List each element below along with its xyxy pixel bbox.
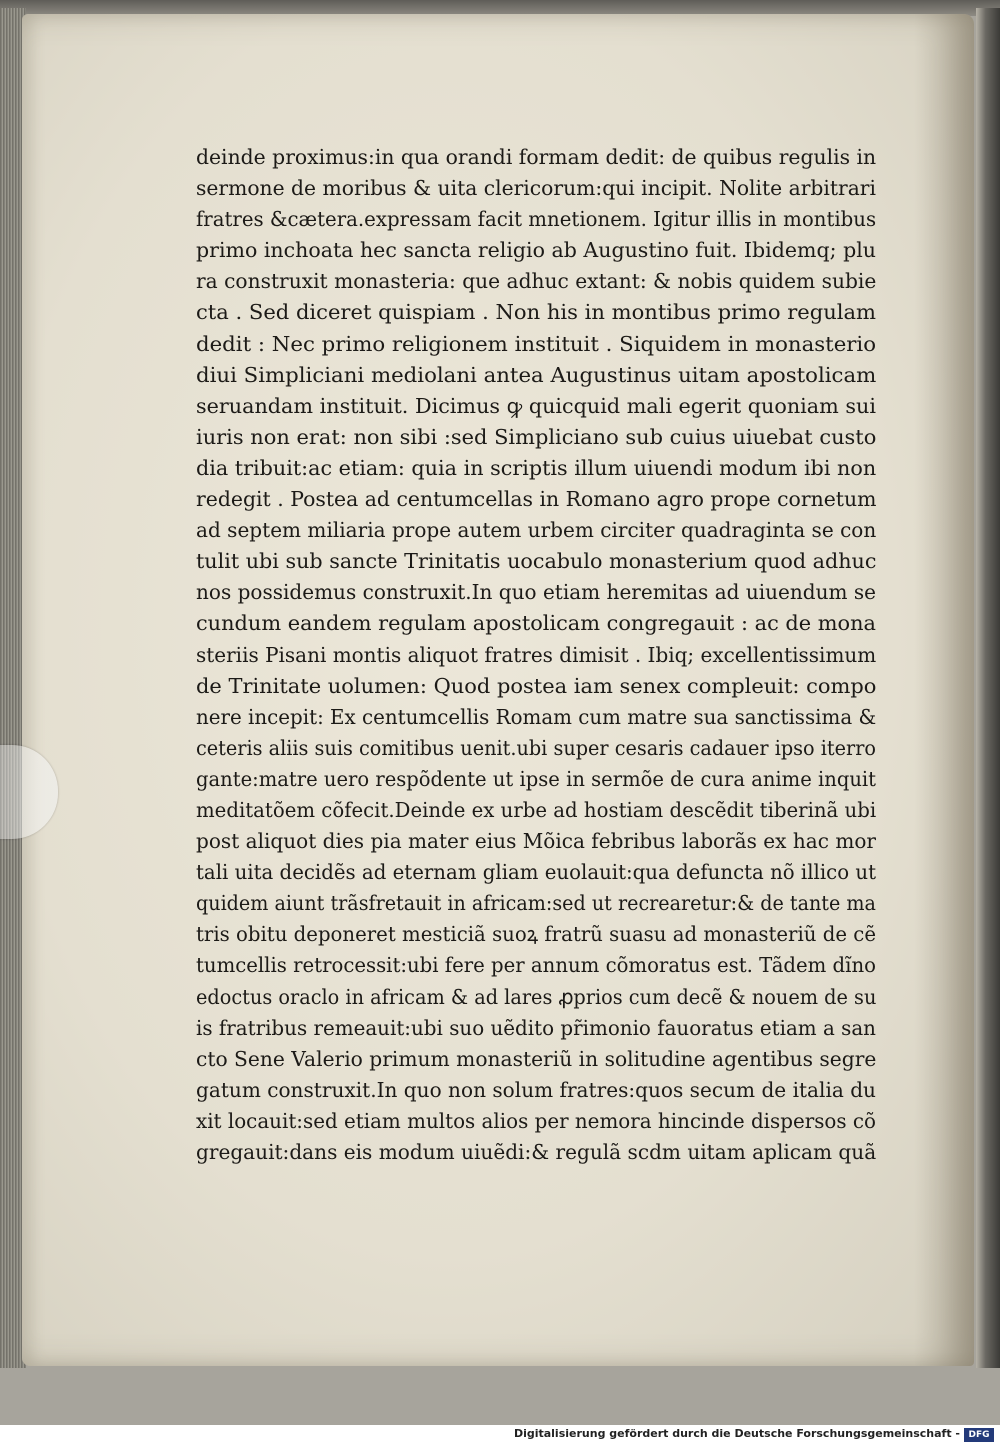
text-line: deinde proximus:in qua orandi formam dedit: de quibus regulis in (196, 145, 877, 169)
text-line: edoctus oraclo in africam & ad lares ꝓprios cum decẽ & nouem de su (196, 984, 877, 1009)
text-line: tumcellis retrocessit:ubi fere per annum cõmoratus est. Tãdem dĩno (196, 953, 876, 978)
text-line: de Trinitate uolumen: Quod postea iam senex compleuit: compo (196, 673, 877, 698)
text-line: diui Simpliciani mediolani antea Augustinus uitam apostolicam (196, 362, 877, 387)
text-line: tulit ubi sub sancte Trinitatis uocabulo monasterium quod adhuc (196, 549, 877, 574)
text-line: ra construxit monasteria: que adhuc extant: & nobis quidem subie (196, 269, 877, 294)
page-text-block (196, 142, 876, 1168)
text-line: fratres &cætera.expressam facit mnetionem. Igitur illis in montibus (196, 207, 877, 232)
text-line: cundum eandem regulam apostolicam congregauit : ac de mona (196, 611, 876, 636)
text-line: cto Sene Valerio primum monasteriũ in solitudine agentibus segre (196, 1046, 877, 1071)
text-line: gante:matre uero respõdente ut ipse in sermõe de cura anime inquit (196, 766, 877, 791)
text-line: gatum construxit.In quo non solum fratres:quos secum de italia du (196, 1077, 876, 1102)
text-line: sermone de moribus & uita clericorum:qui incipit. Nolite arbitrari (196, 176, 876, 201)
text-line: dedit : Nec primo religionem instituit . Siquidem in monasterio (196, 331, 877, 356)
text-line: ceteris aliis suis comitibus uenit.ubi super cesaris cadauer ipso iterro (196, 735, 877, 760)
right-book-edge (976, 8, 1000, 1368)
text-line: dia tribuit:ac etiam: quia in scriptis illum uiuendi modum ibi non (196, 455, 877, 480)
text-line: post aliquot dies pia mater eius Mõica febribus laborãs ex hac mor (196, 829, 877, 854)
text-line: xit locauit:sed etiam multos alios per nemora hincinde dispersos cõ (196, 1108, 876, 1133)
gutter-shadow (914, 14, 974, 1366)
text-line: tris obitu deponeret mesticiã suoꝝ fratrũ suasu ad monasteriũ de cẽ (196, 922, 876, 947)
text-line: nere incepit: Ex centumcellis Romam cum matre sua sanctissima & (196, 704, 877, 729)
text-line: steriis Pisani montis aliquot fratres dimisit . Ibiq; excellentissimum (196, 642, 877, 667)
text-line: tali uita decidẽs ad eternam gliam euolauit:qua defuncta nõ illico ut (196, 860, 877, 885)
text-line: meditatõem cõfecit.Deinde ex urbe ad hostiam descẽdit tiberinã ubi (196, 797, 877, 822)
dfg-logo: DFG (964, 1428, 994, 1442)
text-line: is fratribus remeauit:ubi suo uẽdito pr̃imonio fauoratus etiam a san (196, 1015, 876, 1040)
text-line: cta . Sed diceret quispiam . Non his in montibus primo regulam (196, 300, 877, 325)
text-line: quidem aiunt trãsfretauit in africam:sed ut recrearetur:& de tante ma (196, 891, 876, 916)
text-line: nos possidemus construxit.In quo etiam heremitas ad uiuendum se (196, 580, 876, 605)
footer-bar (0, 1425, 1000, 1445)
text-line: redegit . Postea ad centumcellas in Romano agro prope cornetum (196, 487, 877, 512)
text-line: primo inchoata hec sancta religio ab Augustino fuit. Ibidemq; plu (196, 238, 876, 263)
text-line: ad septem miliaria prope autem urbem circiter quadraginta se con (196, 518, 877, 543)
text-line: gregauit:dans eis modum uiuẽdi:& regulã scdm uitam aplicam quã (196, 1140, 877, 1164)
text-line: seruandam instituit. Dicimus ꝙ quicquid mali egerit quoniam sui (196, 393, 876, 418)
funding-credit: Digitalisierung gefördert durch die Deutsche Forschungsgemeinschaft - (513, 1427, 960, 1440)
text-line: iuris non erat: non sibi :sed Simpliciano sub cuius uiuebat custo (196, 424, 877, 449)
